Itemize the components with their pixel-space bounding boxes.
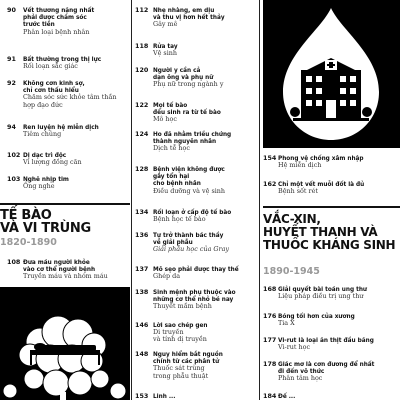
page-number: 124 [135, 130, 149, 138]
toc-entry[interactable] [263, 393, 400, 400]
entry-subtitle: Vi lượng đồng căn [23, 158, 82, 167]
entry-subtitle: Phân tâm học [278, 374, 323, 383]
page-number: 146 [135, 321, 149, 329]
entry-subtitle: Phụ nữ trong ngành y [153, 80, 224, 89]
entry-title: Phong vệ chống xâm nhập [278, 154, 364, 162]
entry-subtitle: Chăm sóc sức khỏe tâm thần hợp đạo đức [23, 93, 117, 109]
page-number: 103 [7, 175, 21, 183]
cloud-bed-icon [0, 287, 130, 400]
entry-title: Bệnh viện không được gây tổn hại cho bệnh nhân [153, 165, 225, 188]
page-number: 90 [7, 6, 16, 14]
section-divider [263, 206, 400, 208]
entry-title: Sinh mệnh phụ thuộc vào những cơ thể nhỏ bé nay [153, 288, 236, 304]
page-number: 136 [135, 231, 149, 239]
entry-subtitle: Bệnh sốt rét [278, 187, 318, 196]
entry-title: Ho đã nhằm triều chứng thành nguyên nhân [153, 130, 232, 146]
page-number: 162 [263, 180, 277, 188]
section-divider [0, 203, 130, 205]
entry-title: Bất thường trong thị lực [23, 55, 102, 63]
section-years: 1820-1890 [0, 237, 57, 248]
section-years: 1890-1945 [263, 266, 320, 277]
entry-title: Tự trở thành bác thầy về giải phẫu [153, 231, 224, 247]
entry-title: Nguy hiểm bắt nguồn chính từ các phân tử [153, 350, 223, 366]
entry-title: Nghẽ nhịp tim [23, 175, 69, 183]
toc-entry[interactable] [135, 322, 255, 344]
entry-title: Dị dạc trì độc [23, 151, 67, 159]
toc-entry[interactable] [263, 286, 400, 300]
page-number: 102 [7, 151, 21, 159]
entry-title: Mọi tế bào đều sinh ra từ tế bào [153, 101, 221, 117]
toc-entry[interactable] [263, 181, 400, 195]
entry-subtitle: Di truyền và tính dị truyền [153, 328, 207, 344]
entry-title: Mô sẹo phải được thay thế [153, 265, 239, 273]
toc-entry[interactable] [7, 152, 127, 166]
entry-subtitle: Thuốc sát trùng trong phẫu thuật [153, 364, 209, 380]
entry-title: Bóng tối hơn của xương [278, 312, 355, 320]
page-number: 122 [135, 101, 149, 109]
entry-subtitle: Bệnh học tế bào [153, 215, 206, 224]
entry-title: Rửa tay [153, 42, 178, 50]
page-number: 94 [7, 123, 16, 131]
toc-entry[interactable] [135, 266, 255, 280]
entry-subtitle: Thuyết mầm bệnh [153, 302, 212, 311]
page-number: 138 [135, 288, 149, 296]
toc-entry[interactable] [263, 361, 400, 383]
entry-title: Rối loạn ở cấp độ tế bào [153, 208, 232, 216]
entry-subtitle: Hệ miễn dịch [278, 161, 322, 170]
blood-drop-hospital-illustration [263, 0, 400, 148]
entry-title: Giác mơ là cơn đương để nhất đi đến vô thức [278, 360, 375, 376]
page-number: 92 [7, 79, 16, 87]
entry-title: Vi-rut là loại ăn thịt đầu băng [278, 336, 374, 344]
page-number: 112 [135, 6, 149, 14]
entry-subtitle: Tiêm chủng [23, 130, 62, 139]
page-number: 120 [135, 66, 149, 74]
page-number: 153 [135, 392, 149, 400]
column-divider [131, 0, 132, 400]
entry-subtitle: Truyền máu và nhóm máu [23, 272, 108, 281]
entry-title: Ren luyện hệ miễn dịch [23, 123, 99, 131]
entry-title: Đế ... [278, 392, 296, 400]
section-title: VẮC-XIN, HUYẾT THANH VÀ THUỐC KHÁNG SINH [263, 212, 396, 252]
toc-entry[interactable] [135, 67, 255, 89]
toc-entry[interactable] [7, 124, 127, 138]
page-number: 168 [263, 285, 277, 293]
toc-entry[interactable] [7, 259, 127, 281]
entry-subtitle: Gây mê [153, 20, 178, 29]
toc-entry[interactable] [135, 209, 255, 223]
entry-title: Chỉ một vết muỗi đốt là đủ [278, 180, 365, 188]
toc-entry[interactable] [7, 56, 127, 70]
entry-subtitle: Vệ sinh [153, 49, 177, 58]
entry-title: Người y cần cả dạn ông và phụ nữ [153, 66, 214, 82]
entry-subtitle: Điều dưỡng và vệ sinh [153, 186, 226, 195]
entry-subtitle: Ghép da [153, 272, 181, 281]
toc-entry[interactable] [135, 131, 255, 153]
entry-subtitle: Giải phẫu học của Gray [153, 245, 229, 254]
toc-entry[interactable] [263, 155, 400, 169]
page-number: 118 [135, 42, 149, 50]
page-number: 108 [7, 258, 21, 266]
entry-title: Đưa máu người khỏe vào cơ thể người bệnh [23, 258, 96, 274]
entry-subtitle: Phân loại bệnh nhân [23, 27, 90, 36]
toc-entry[interactable] [135, 166, 255, 195]
page-number: 91 [7, 55, 16, 63]
toc-entry[interactable] [135, 289, 255, 311]
entry-subtitle: Vi-rut học [278, 343, 311, 352]
section-title: TẾ BÀO VÀ VI TRÙNG [0, 208, 91, 236]
entry-subtitle: Liệu pháp điều trị ung thư [278, 292, 364, 301]
toc-entry[interactable] [135, 7, 255, 29]
entry-title: Linh ... [153, 392, 176, 400]
page-number: 177 [263, 336, 277, 344]
toc-entry[interactable] [7, 176, 127, 190]
toc-entry[interactable] [7, 80, 127, 109]
blood-drop-hospital-icon [263, 0, 400, 148]
page-number: 176 [263, 312, 277, 320]
entry-subtitle: Mô học [153, 115, 177, 124]
entry-subtitle: Ống nghe [23, 182, 55, 191]
toc-entry[interactable] [263, 337, 400, 351]
entry-title: Vết thương nặng nhất phải được chăm sóc trước tiên [23, 6, 95, 29]
page-number: 184 [263, 392, 277, 400]
entry-title: Nhẹ nhàng, em dịu và thu vị hơn hết thảy [153, 6, 225, 22]
toc-entry[interactable] [135, 232, 255, 254]
toc-entry[interactable] [135, 393, 255, 400]
page-number: 148 [135, 350, 149, 358]
toc-entry[interactable] [135, 351, 255, 380]
entry-title: Lời sao chép gen [153, 321, 208, 329]
page-number: 134 [135, 208, 149, 216]
page-number: 154 [263, 154, 277, 162]
toc-entry[interactable] [135, 102, 255, 124]
entry-title: Không cơn kinh sợ, chỉ cơn thấu hiểu [23, 79, 85, 95]
page-number: 137 [135, 265, 149, 273]
cloud-bed-illustration [0, 287, 130, 400]
toc-entry[interactable] [263, 313, 400, 327]
entry-title: Giải quyết bài toán ung thư [278, 285, 368, 293]
entry-subtitle: Rối loạn sắc giác [23, 62, 78, 71]
page-number: 128 [135, 165, 149, 173]
toc-entry[interactable] [7, 7, 127, 36]
column-divider [259, 0, 260, 400]
toc-entry[interactable] [135, 43, 255, 57]
page-number: 178 [263, 360, 277, 368]
entry-subtitle: Tia X [278, 319, 295, 328]
entry-subtitle: Dịch tễ học [153, 144, 190, 153]
